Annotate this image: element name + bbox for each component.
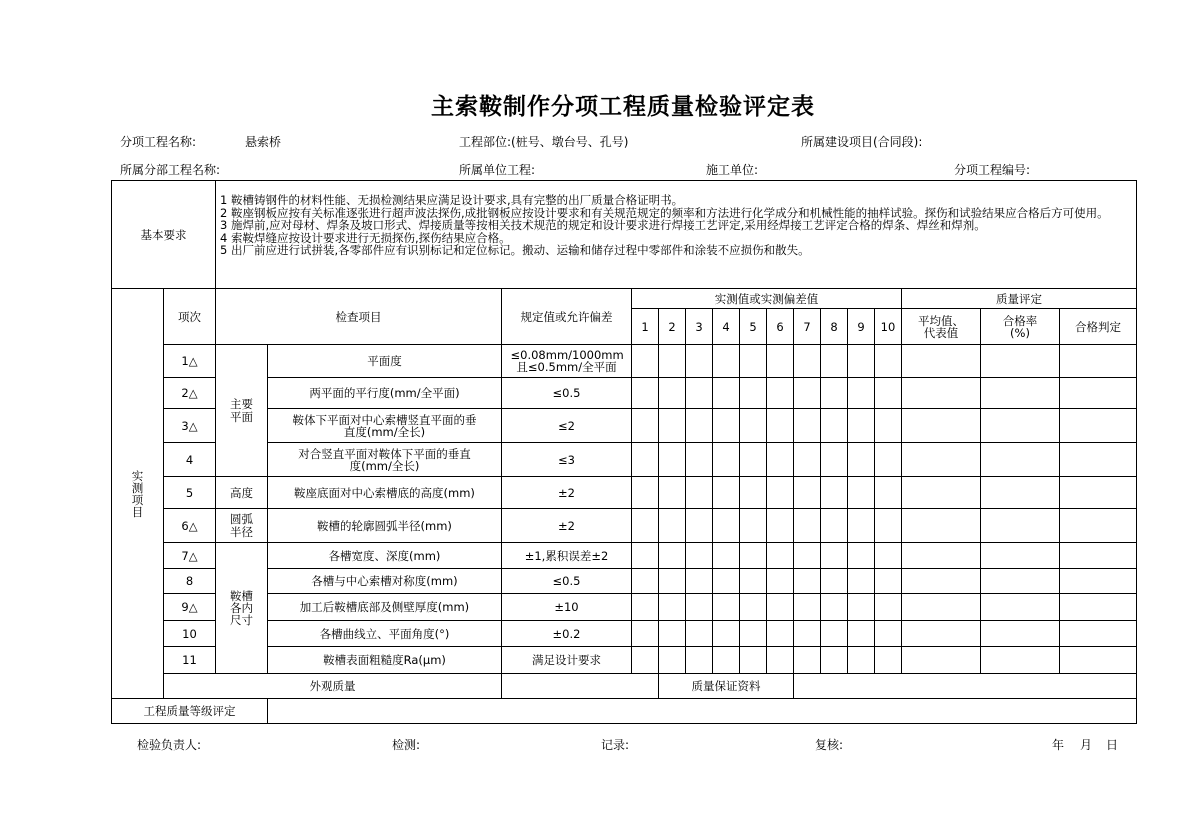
cell[interactable] <box>875 509 902 543</box>
cell[interactable] <box>875 409 902 443</box>
cell[interactable] <box>659 569 686 594</box>
cell[interactable] <box>659 543 686 569</box>
cell[interactable] <box>740 594 767 621</box>
cell[interactable] <box>821 543 848 569</box>
cell[interactable] <box>659 378 686 409</box>
col-header: 8 <box>821 309 848 345</box>
row-spec: 满足设计要求 <box>502 647 632 674</box>
cell[interactable] <box>767 621 794 647</box>
cell[interactable] <box>875 378 902 409</box>
cell[interactable] <box>713 509 740 543</box>
cell[interactable] <box>981 594 1060 621</box>
cell[interactable] <box>632 543 659 569</box>
cell[interactable] <box>902 409 981 443</box>
unit-project-label: 所属单位工程: <box>459 163 536 177</box>
col-header: 1 <box>632 309 659 345</box>
group-main-plane <box>216 345 268 477</box>
cell[interactable] <box>659 647 686 674</box>
row-no: 8 <box>164 569 216 594</box>
cell[interactable] <box>659 594 686 621</box>
cell[interactable] <box>848 647 875 674</box>
cell[interactable] <box>686 378 713 409</box>
group-height: 高度 <box>216 477 268 509</box>
cell[interactable] <box>848 594 875 621</box>
cell[interactable] <box>632 621 659 647</box>
cell[interactable] <box>1060 477 1137 509</box>
cell[interactable] <box>821 647 848 674</box>
cell[interactable] <box>981 543 1060 569</box>
row-no: 3△ <box>164 409 216 443</box>
cell[interactable] <box>713 409 740 443</box>
appearance-value[interactable] <box>502 674 659 699</box>
requirement-line: 4 索鞍焊缝应按设计要求进行无损探伤,探伤结果应合格。 <box>220 230 511 245</box>
cell[interactable] <box>981 345 1060 378</box>
cell[interactable] <box>713 594 740 621</box>
cell[interactable] <box>713 345 740 378</box>
cell[interactable] <box>902 569 981 594</box>
cell[interactable] <box>740 647 767 674</box>
cell[interactable] <box>794 477 821 509</box>
cell[interactable] <box>686 409 713 443</box>
cell[interactable] <box>794 443 821 477</box>
row-item <box>268 409 502 443</box>
cell[interactable] <box>902 509 981 543</box>
row-spec: ±10 <box>502 594 632 621</box>
basic-requirements-label: 基本要求 <box>112 181 216 289</box>
row-item: 加工后鞍槽底部及侧壁厚度(mm) <box>268 594 502 621</box>
cell[interactable] <box>902 594 981 621</box>
quality-docs-label: 质量保证资料 <box>659 674 794 699</box>
cell[interactable] <box>632 477 659 509</box>
cell[interactable] <box>713 477 740 509</box>
cell[interactable] <box>848 509 875 543</box>
cell[interactable] <box>713 443 740 477</box>
subitem-no-label: 分项工程编号: <box>954 163 1031 177</box>
cell[interactable] <box>767 569 794 594</box>
cell[interactable] <box>632 443 659 477</box>
cell[interactable] <box>794 594 821 621</box>
cell[interactable] <box>740 569 767 594</box>
cell[interactable] <box>821 621 848 647</box>
row-item: 两平面的平行度(mm/全平面) <box>268 378 502 409</box>
cell[interactable] <box>821 509 848 543</box>
row-item-text: 对合竖直平面对鞍体下平面的垂直度(mm/全长) <box>298 446 471 473</box>
row-item: 各槽宽度、深度(mm) <box>268 543 502 569</box>
measured-items-text: 实测项目 <box>131 468 144 519</box>
cell[interactable] <box>1060 647 1137 674</box>
col-header: 5 <box>740 309 767 345</box>
row-no: 9△ <box>164 594 216 621</box>
cell[interactable] <box>848 569 875 594</box>
cell[interactable] <box>848 443 875 477</box>
row-no: 10 <box>164 621 216 647</box>
group-main-plane-text: 主要平面 <box>230 396 253 424</box>
cell[interactable] <box>740 409 767 443</box>
cell[interactable] <box>686 543 713 569</box>
cell[interactable] <box>659 621 686 647</box>
cell[interactable] <box>659 409 686 443</box>
cell[interactable] <box>875 477 902 509</box>
cell[interactable] <box>794 409 821 443</box>
cell[interactable] <box>821 594 848 621</box>
cell[interactable] <box>848 477 875 509</box>
quality-eval-header: 质量评定 <box>902 289 1137 309</box>
contractor-label: 施工单位: <box>706 163 759 177</box>
year-label: 年 <box>1052 738 1065 752</box>
cell[interactable] <box>981 569 1060 594</box>
cell[interactable] <box>821 443 848 477</box>
avg-header-text: 平均值、代表值 <box>918 313 964 340</box>
cell[interactable] <box>821 569 848 594</box>
cell[interactable] <box>686 509 713 543</box>
group-arc-radius-text: 圆弧半径 <box>230 511 253 539</box>
col-header: 9 <box>848 309 875 345</box>
quality-docs-value[interactable] <box>794 674 1137 699</box>
cell[interactable] <box>902 477 981 509</box>
cell[interactable] <box>740 477 767 509</box>
cell[interactable] <box>875 569 902 594</box>
requirement-line: 5 出厂前应进行试拼装,各零部件应有识别标记和定位标记。搬动、运输和储存过程中零部件和涂装不应损伤和散失。 <box>220 243 810 257</box>
cell[interactable] <box>981 477 1060 509</box>
cell[interactable] <box>767 477 794 509</box>
measured-items-label <box>112 289 164 699</box>
measured-values-header: 实测值或实测偏差值 <box>632 289 902 309</box>
pass-rate-header <box>981 309 1060 345</box>
cell[interactable] <box>659 509 686 543</box>
basic-requirements-text <box>216 181 1137 289</box>
project-label: 所属建设项目(合同段): <box>801 135 923 149</box>
cell[interactable] <box>767 543 794 569</box>
cell[interactable] <box>767 409 794 443</box>
col-header: 6 <box>767 309 794 345</box>
cell[interactable] <box>1060 621 1137 647</box>
row-no: 11 <box>164 647 216 674</box>
row-spec-text: ≤0.08mm/1000mm且≤0.5mm/全平面 <box>510 348 624 374</box>
row-item: 平面度 <box>268 345 502 378</box>
cell[interactable] <box>794 345 821 378</box>
cell[interactable] <box>632 409 659 443</box>
cell[interactable] <box>740 345 767 378</box>
recorder-label: 记录: <box>601 738 630 752</box>
cell[interactable] <box>713 621 740 647</box>
cell[interactable] <box>713 378 740 409</box>
cell[interactable] <box>875 647 902 674</box>
group-groove-size <box>216 543 268 674</box>
cell[interactable] <box>875 594 902 621</box>
cell[interactable] <box>875 345 902 378</box>
row-spec: ≤2 <box>502 409 632 443</box>
cell[interactable] <box>848 409 875 443</box>
cell[interactable] <box>713 569 740 594</box>
row-item-text: 鞍体下平面对中心索槽竖直平面的垂直度(mm/全长) <box>292 412 477 439</box>
check-item-header: 检查项目 <box>216 289 502 345</box>
cell[interactable] <box>794 569 821 594</box>
cell[interactable] <box>902 378 981 409</box>
cell[interactable] <box>659 477 686 509</box>
col-header: 10 <box>875 309 902 345</box>
row-item: 鞍槽的轮廓圆弧半径(mm) <box>268 509 502 543</box>
reviewer-label: 复核: <box>815 738 844 752</box>
avg-header <box>902 309 981 345</box>
row-spec: ≤0.5 <box>502 378 632 409</box>
cell[interactable] <box>713 543 740 569</box>
cell[interactable] <box>632 647 659 674</box>
cell[interactable] <box>767 509 794 543</box>
row-item: 各槽与中心索槽对称度(mm) <box>268 569 502 594</box>
row-spec: ±1,累积误差±2 <box>502 543 632 569</box>
pass-rate-header-text: 合格率(%) <box>1002 313 1038 340</box>
cell[interactable] <box>767 345 794 378</box>
cell[interactable] <box>686 647 713 674</box>
cell[interactable] <box>1060 594 1137 621</box>
cell[interactable] <box>686 345 713 378</box>
cell[interactable] <box>875 543 902 569</box>
cell[interactable] <box>821 345 848 378</box>
row-spec: ≤0.5 <box>502 569 632 594</box>
col-header: 7 <box>794 309 821 345</box>
cell[interactable] <box>1060 378 1137 409</box>
cell[interactable] <box>821 477 848 509</box>
appearance-label: 外观质量 <box>164 674 502 699</box>
cell[interactable] <box>686 569 713 594</box>
row-no: 2△ <box>164 378 216 409</box>
requirement-line: 3 施焊前,应对母材、焊条及坡口形式、焊接质量等按相关技术规范的规定和设计要求进行焊接工艺评定,采用经焊接工艺评定合格的焊条、焊丝和焊剂。 <box>220 218 986 232</box>
row-spec: ±0.2 <box>502 621 632 647</box>
cell[interactable] <box>1060 509 1137 543</box>
cell[interactable] <box>767 378 794 409</box>
cell[interactable] <box>981 409 1060 443</box>
division-label: 所属分部工程名称: <box>120 163 221 177</box>
cell[interactable] <box>1060 345 1137 378</box>
row-spec: ±2 <box>502 477 632 509</box>
grade-value[interactable] <box>268 699 1137 724</box>
row-no: 4 <box>164 443 216 477</box>
spec-header: 规定值或允许偏差 <box>502 289 632 345</box>
cell[interactable] <box>632 594 659 621</box>
group-arc-radius <box>216 509 268 543</box>
cell[interactable] <box>848 378 875 409</box>
cell[interactable] <box>740 621 767 647</box>
cell[interactable] <box>794 543 821 569</box>
col-header: 2 <box>659 309 686 345</box>
cell[interactable] <box>632 345 659 378</box>
grade-label: 工程质量等级评定 <box>112 699 268 724</box>
cell[interactable] <box>794 621 821 647</box>
cell[interactable] <box>1060 443 1137 477</box>
cell[interactable] <box>902 345 981 378</box>
cell[interactable] <box>740 443 767 477</box>
cell[interactable] <box>848 345 875 378</box>
subitem-name-label: 分项工程名称: <box>120 135 197 149</box>
cell[interactable] <box>981 621 1060 647</box>
row-item: 鞍座底面对中心索槽底的高度(mm) <box>268 477 502 509</box>
cell[interactable] <box>875 443 902 477</box>
cell[interactable] <box>821 378 848 409</box>
cell[interactable] <box>686 477 713 509</box>
cell[interactable] <box>848 621 875 647</box>
cell[interactable] <box>902 647 981 674</box>
row-item: 鞍槽表面粗糙度Ra(μm) <box>268 647 502 674</box>
page-title: 主索鞍制作分项工程质量检验评定表 <box>431 94 815 120</box>
cell[interactable] <box>794 378 821 409</box>
cell[interactable] <box>981 378 1060 409</box>
cell[interactable] <box>821 409 848 443</box>
row-no: 1△ <box>164 345 216 378</box>
location-label: 工程部位:(桩号、墩台号、孔号) <box>459 135 629 149</box>
cell[interactable] <box>794 509 821 543</box>
cell[interactable] <box>848 543 875 569</box>
cell[interactable] <box>794 647 821 674</box>
cell[interactable] <box>767 594 794 621</box>
cell[interactable] <box>875 621 902 647</box>
cell[interactable] <box>902 621 981 647</box>
requirement-line: 2 鞍座钢板应按有关标准逐张进行超声波法探伤,成批钢板应按设计要求和有关规范规定的频率和方法进行化学成分和机械性能的抽样试验。探伤和试验结果应合格后方可使用。 <box>220 205 1109 220</box>
cell[interactable] <box>686 594 713 621</box>
cell[interactable] <box>1060 409 1137 443</box>
requirement-line: 1 鞍槽铸钢件的材料性能、无损检测结果应满足设计要求,具有完整的出厂质量合格证明书。 <box>220 193 684 207</box>
cell[interactable] <box>740 509 767 543</box>
row-item <box>268 443 502 477</box>
cell[interactable] <box>1060 543 1137 569</box>
cell[interactable] <box>686 621 713 647</box>
cell[interactable] <box>659 345 686 378</box>
cell[interactable] <box>1060 569 1137 594</box>
cell[interactable] <box>659 443 686 477</box>
judgement-header: 合格判定 <box>1060 309 1137 345</box>
cell[interactable] <box>632 569 659 594</box>
cell[interactable] <box>713 647 740 674</box>
tester-label: 检测: <box>392 738 421 752</box>
cell[interactable] <box>981 443 1060 477</box>
month-label: 月 <box>1080 738 1093 752</box>
inspector-label: 检验负责人: <box>137 738 202 752</box>
subitem-name-value: 悬索桥 <box>245 135 282 149</box>
cell[interactable] <box>902 543 981 569</box>
cell[interactable] <box>902 443 981 477</box>
row-no: 5 <box>164 477 216 509</box>
row-no: 7△ <box>164 543 216 569</box>
item-no-header: 项次 <box>164 289 216 345</box>
cell[interactable] <box>632 378 659 409</box>
cell[interactable] <box>740 543 767 569</box>
row-item: 各槽曲线立、平面角度(°) <box>268 621 502 647</box>
row-no: 6△ <box>164 509 216 543</box>
cell[interactable] <box>740 378 767 409</box>
col-header: 4 <box>713 309 740 345</box>
day-label: 日 <box>1106 738 1119 752</box>
row-spec: ≤3 <box>502 443 632 477</box>
cell[interactable] <box>686 443 713 477</box>
group-groove-size-text: 鞍槽各内尺寸 <box>230 589 253 627</box>
cell[interactable] <box>981 509 1060 543</box>
col-header: 3 <box>686 309 713 345</box>
cell[interactable] <box>632 509 659 543</box>
row-spec <box>502 345 632 378</box>
cell[interactable] <box>767 443 794 477</box>
cell[interactable] <box>767 647 794 674</box>
cell[interactable] <box>981 647 1060 674</box>
row-spec: ±2 <box>502 509 632 543</box>
inspection-table <box>111 180 1137 724</box>
